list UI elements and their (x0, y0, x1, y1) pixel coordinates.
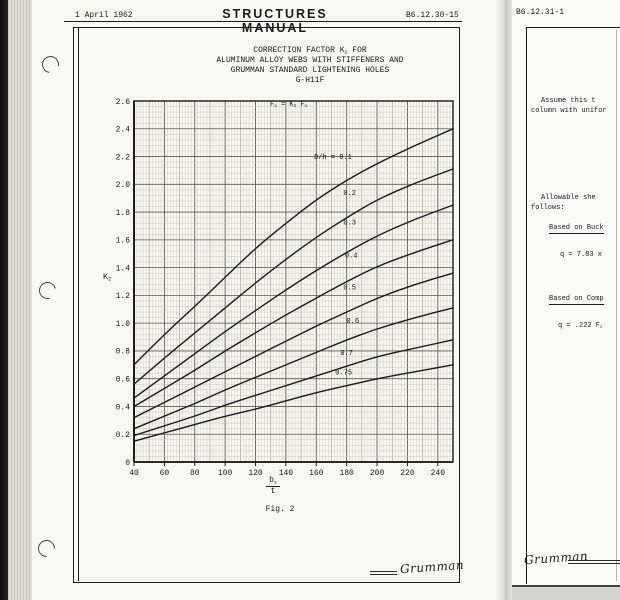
x-axis-label (260, 476, 286, 496)
svg-text:220: 220 (400, 469, 415, 478)
paragraph-line: follows: (531, 204, 565, 212)
figure-caption: Fig. 2 (265, 505, 295, 514)
page-frame-inner-line (78, 27, 79, 581)
chart-grid (134, 101, 453, 462)
chart-axes (116, 98, 453, 478)
punch-hole (34, 536, 58, 560)
equation-buckling: q = 7.83 x (560, 251, 603, 259)
svg-text:0.4: 0.4 (344, 252, 358, 261)
svg-text:2.2: 2.2 (115, 153, 130, 163)
svg-text:1.2: 1.2 (115, 292, 130, 302)
svg-text:0.75: 0.75 (335, 369, 353, 378)
svg-text:80: 80 (189, 469, 200, 478)
right-page-edge-line (616, 30, 617, 581)
page-gap (505, 0, 512, 600)
binder-strip (8, 0, 32, 600)
right-page (512, 0, 620, 600)
svg-text:0.3: 0.3 (343, 219, 357, 228)
left-page (32, 0, 505, 600)
curve-D/h = 0.1 (134, 129, 453, 365)
paragraph-line: Allowable she (541, 194, 596, 202)
svg-text:160: 160 (309, 469, 324, 478)
logo-flourish-line (568, 560, 620, 561)
curve-D/h = 0.75 (134, 365, 453, 441)
doc-number-left: B6.12.30-15 (406, 11, 459, 20)
y-axis-label: $K_2$ (103, 272, 112, 283)
svg-text:2.0: 2.0 (115, 181, 130, 191)
svg-text:0.6: 0.6 (115, 375, 130, 385)
curve-D/h = 0.6 (134, 308, 453, 429)
x-axis-label-denominator: t (270, 487, 276, 496)
svg-text:2.6: 2.6 (115, 97, 130, 107)
grumman-logo: Grumman (523, 548, 589, 568)
page-edge-shadow (495, 0, 505, 600)
svg-text:0.6: 0.6 (346, 317, 360, 326)
manual-title: STRUCTURES MANUAL (222, 7, 328, 35)
grumman-logo: Grumman (399, 557, 465, 577)
svg-text:40: 40 (129, 469, 139, 478)
paragraph-line: column with unifor (531, 107, 607, 115)
figure-title-line1: CORRECTION FACTOR $K_2$ FOR (253, 46, 367, 56)
svg-text:180: 180 (339, 469, 354, 478)
svg-text:200: 200 (369, 469, 385, 478)
svg-text:2.4: 2.4 (115, 125, 130, 135)
svg-text:0: 0 (125, 458, 130, 468)
figure-title (160, 46, 460, 86)
svg-text:1.6: 1.6 (115, 236, 130, 246)
punch-hole (36, 279, 59, 302)
svg-text:1.0: 1.0 (115, 319, 130, 329)
logo-flourish-line (370, 571, 397, 572)
page-date: 1 April 1962 (75, 11, 133, 20)
figure-title-line2: ALUMINUM ALLOY WEBS WITH STIFFENERS AND (216, 56, 404, 65)
svg-text:120: 120 (248, 469, 263, 478)
shear-formula-annotation: $F_s = K_2$ $F_o$ (270, 101, 308, 110)
svg-text:1.8: 1.8 (115, 208, 130, 218)
equation-compression: q = .222 $F_c$ (558, 322, 603, 331)
svg-text:0.2: 0.2 (343, 190, 357, 199)
curve-D/h = 0.3 (134, 205, 453, 398)
svg-text:100: 100 (217, 469, 233, 478)
curve-D/h = 0.7 (134, 340, 453, 436)
heading-buckling: Based on Buck (549, 224, 604, 232)
k2-correction-chart (80, 92, 465, 527)
doc-number-right: B6.12.31-1 (516, 8, 565, 17)
svg-text:0.7: 0.7 (340, 349, 353, 358)
svg-text:140: 140 (278, 469, 294, 478)
svg-text:1.4: 1.4 (115, 264, 130, 274)
punch-hole (39, 53, 63, 77)
scan-background (512, 587, 620, 600)
binder-spine (0, 0, 8, 600)
figure-title-line3: GRUMMAN STANDARD LIGHTENING HOLES (230, 66, 390, 75)
heading-compression: Based on Comp (549, 295, 604, 303)
curve-D/h = 0.2 (134, 169, 453, 384)
paragraph-line: Assume this t (541, 97, 596, 105)
svg-text:0.4: 0.4 (115, 403, 130, 413)
chart-curves (134, 129, 453, 441)
svg-text:240: 240 (430, 469, 446, 478)
x-axis-label-numerator: $b_s$ (266, 476, 280, 487)
logo-flourish-line (370, 574, 397, 575)
figure-title-line4: G-H11F (295, 76, 325, 85)
svg-text:D/h = 0.1: D/h = 0.1 (314, 154, 352, 163)
logo-flourish-line (568, 563, 620, 564)
svg-text:60: 60 (159, 469, 170, 478)
svg-text:0.8: 0.8 (115, 347, 130, 357)
svg-text:0.5: 0.5 (343, 284, 357, 293)
svg-text:0.2: 0.2 (115, 431, 130, 441)
header-rule (64, 21, 462, 22)
